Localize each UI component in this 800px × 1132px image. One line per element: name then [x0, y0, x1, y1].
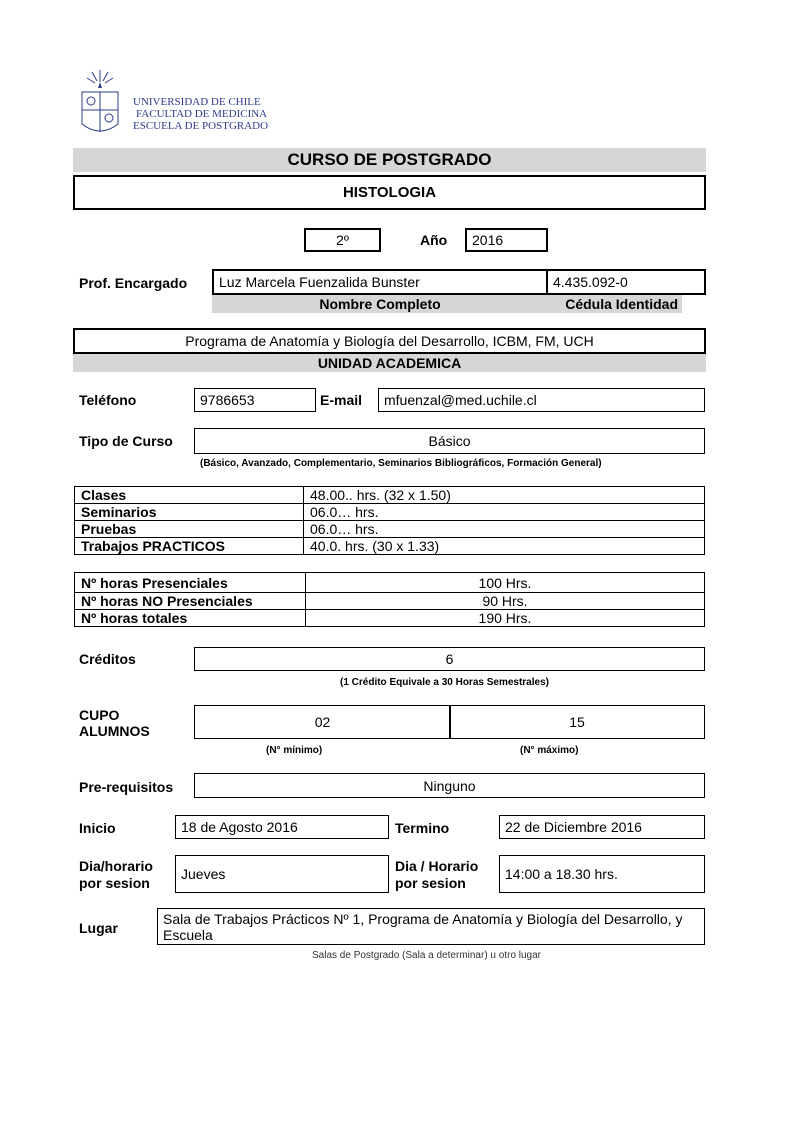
page-title-bar: [73, 148, 706, 172]
place-note: Salas de Postgrado (Sala a determinar) u otro lugar: [312, 950, 542, 961]
year-value: 2016: [472, 232, 504, 248]
academic-unit-value: Programa de Anatomía y Biología del Desarrollo, ICBM, FM, UCH: [185, 333, 594, 349]
prof-name-field[interactable]: [212, 269, 548, 295]
table-row: [75, 521, 705, 538]
cupo-min-field[interactable]: [194, 705, 451, 739]
cupo-min-caption: (N° mínimo): [266, 745, 323, 756]
prereq-label: Pre-requisitos: [79, 779, 174, 795]
end-label: Termino: [395, 820, 450, 836]
totals-value[interactable]: 90 Hrs.: [306, 593, 705, 610]
course-type-label: Tipo de Curso: [79, 433, 173, 449]
totals-label: Nº horas Presenciales: [75, 573, 306, 593]
cupo-max-caption: (N° máximo): [520, 745, 579, 756]
phone-field[interactable]: [194, 388, 316, 412]
credits-note: (1 Crédito Equivale a 30 Horas Semestrales): [340, 677, 549, 688]
course-name-field[interactable]: [73, 175, 706, 210]
prof-id-caption-text: Cédula Identidad: [565, 296, 678, 312]
semester-field[interactable]: [304, 228, 381, 252]
cupo-max-value: 15: [569, 714, 585, 730]
phone-value: 9786653: [200, 392, 255, 408]
faculty-name: FACULTAD DE MEDICINA: [136, 108, 268, 120]
credits-label: Créditos: [79, 651, 136, 667]
prof-name-caption: [212, 295, 548, 313]
cupo-label-line2: ALUMNOS: [79, 723, 150, 739]
email-field[interactable]: [378, 388, 705, 412]
end-date-value: 22 de Diciembre 2016: [505, 819, 642, 835]
prof-name-caption-text: Nombre Completo: [319, 296, 441, 312]
totals-label: Nº horas totales: [75, 610, 306, 627]
day-label-line1: Dia/horario: [79, 858, 153, 874]
start-date-value: 18 de Agosto 2016: [181, 819, 298, 835]
hours-value[interactable]: 06.0… hrs.: [304, 521, 705, 538]
table-row: [75, 538, 705, 555]
table-row: [75, 573, 705, 593]
totals-table: [74, 572, 705, 627]
totals-value[interactable]: 100 Hrs.: [306, 573, 705, 593]
table-row: [75, 593, 705, 610]
prof-id-value: 4.435.092-0: [553, 274, 628, 290]
start-date-field[interactable]: [175, 815, 389, 839]
place-value: Sala de Trabajos Prácticos Nº 1, Programa de Anatomía y Biología del Desarrollo, y Escuela: [163, 910, 683, 943]
course-type-note: (Básico, Avanzado, Complementario, Seminarios Bibliográficos, Formación General): [200, 458, 602, 469]
day-field[interactable]: [175, 855, 389, 893]
university-seal-icon: [78, 68, 122, 140]
end-date-field[interactable]: [499, 815, 705, 839]
hours-value[interactable]: 06.0… hrs.: [304, 504, 705, 521]
time-field[interactable]: [499, 855, 705, 893]
hours-label: Pruebas: [75, 521, 304, 538]
school-name: ESCUELA DE POSTGRADO: [133, 120, 269, 132]
prof-label: Prof. Encargado: [79, 275, 188, 291]
institution-header: [133, 96, 268, 132]
course-type-value: Básico: [428, 433, 471, 449]
hours-value[interactable]: 48.00.. hrs. (32 x 1.50): [304, 487, 705, 504]
email-value: mfuenzal@med.uchile.cl: [384, 392, 537, 408]
day-label: [79, 858, 153, 892]
prof-id-caption: [548, 295, 682, 313]
university-name: UNIVERSIDAD DE CHILE: [133, 96, 261, 108]
phone-label: Teléfono: [79, 392, 137, 408]
time-label-line1: Dia / Horario: [395, 858, 479, 874]
place-label: Lugar: [79, 920, 118, 936]
table-row: [75, 610, 705, 627]
prof-id-field[interactable]: [546, 269, 706, 295]
place-field[interactable]: [157, 908, 705, 945]
academic-unit-caption-text: UNIDAD ACADEMICA: [317, 355, 462, 371]
credits-value: 6: [445, 651, 454, 667]
day-value: Jueves: [181, 866, 226, 882]
cupo-min-value: 02: [314, 714, 331, 730]
academic-unit-caption: [73, 354, 706, 372]
totals-value[interactable]: 190 Hrs.: [306, 610, 705, 627]
cupo-label-line1: CUPO: [79, 707, 120, 723]
day-label-line2: por sesion: [79, 875, 150, 891]
hours-table: [74, 486, 705, 555]
start-label: Inicio: [79, 820, 116, 836]
table-row: [75, 487, 705, 504]
hours-label: Seminarios: [75, 504, 304, 521]
time-label-line2: por sesion: [395, 875, 466, 891]
course-name: HISTOLOGIA: [342, 184, 437, 201]
year-field[interactable]: [465, 228, 548, 252]
time-label: [395, 858, 478, 892]
table-row: [75, 504, 705, 521]
year-label: Año: [420, 232, 448, 248]
semester-value: 2º: [336, 232, 349, 248]
hours-label: Clases: [75, 487, 304, 504]
email-label: E-mail: [320, 392, 363, 408]
time-value: 14:00 a 18.30 hrs.: [505, 866, 618, 882]
prereq-field[interactable]: [194, 773, 705, 798]
course-type-field[interactable]: [194, 428, 705, 454]
cupo-label: [79, 707, 150, 739]
cupo-max-field[interactable]: [449, 705, 705, 739]
prereq-value: Ninguno: [423, 777, 476, 794]
totals-label: Nº horas NO Presenciales: [75, 593, 306, 610]
academic-unit-field[interactable]: [73, 328, 706, 354]
credits-field[interactable]: [194, 647, 705, 671]
hours-value[interactable]: 40.0. hrs. (30 x 1.33): [304, 538, 705, 555]
hours-label: Trabajos PRACTICOS: [75, 538, 304, 555]
prof-name-value: Luz Marcela Fuenzalida Bunster: [219, 274, 420, 290]
page-title: CURSO DE POSTGRADO: [287, 150, 492, 169]
